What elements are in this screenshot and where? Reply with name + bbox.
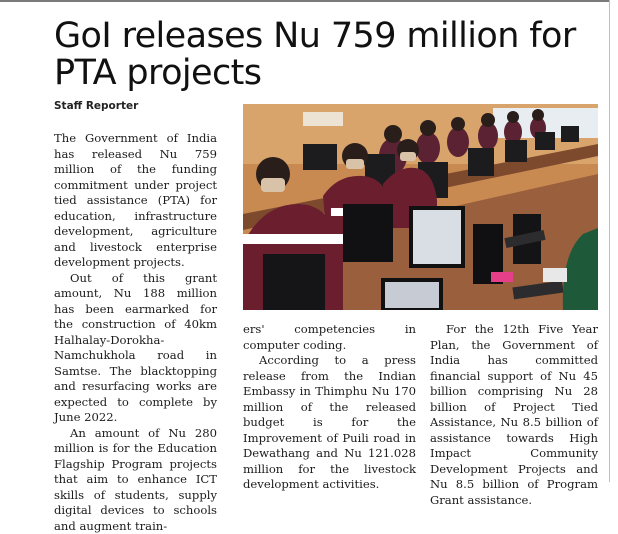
column-rule (609, 0, 610, 482)
paragraph-3-start: An amount of Nu 280 million is for the Education Flagship Program projects that aim to enhance ICT skills of students, supply digital devices to schools and augment train- (54, 425, 217, 533)
paragraph-4: According to a press release from the Indian Embassy in Thimphu Nu 170 million of the released budget is for the Improvement of Puili road in Dewathang and Nu 121.028 million for the livestock development activities. (243, 353, 416, 491)
headline: GoI releases Nu 759 million for PTA projects (54, 16, 576, 93)
classroom-photo-illustration (243, 104, 598, 310)
students-computer-lab-photo (243, 104, 598, 310)
paragraph-2: Out of this grant amount, Nu 188 million has been earmarked for the construction of 40km Halhalay-Dorokha-Namchukhola road in Samtse. The blacktopping and resurfacing works are expected to complete by June 2022. (54, 270, 217, 424)
column-1 (54, 131, 217, 534)
paragraph-3-end: ers' competencies in computer coding. (243, 322, 416, 352)
top-rule (0, 0, 609, 2)
column-3 (430, 322, 598, 508)
paragraph-1: The Government of India has released Nu 759 million of the funding commitment under project tied assistance (PTA) for education, infrastructure development, agriculture and livestock enterprise development projects. (54, 131, 217, 269)
column-2 (243, 322, 416, 493)
paragraph-5: For the 12th Five Year Plan, the Government of India has committed financial support of Nu 45 billion comprising Nu 28 billion of Project Tied Assistance, Nu 8.5 billion of assistance towards High Impact Community Development Projects and Nu 8.5 billion of Program Grant assistance. (430, 322, 598, 507)
byline: Staff Reporter (54, 100, 139, 112)
